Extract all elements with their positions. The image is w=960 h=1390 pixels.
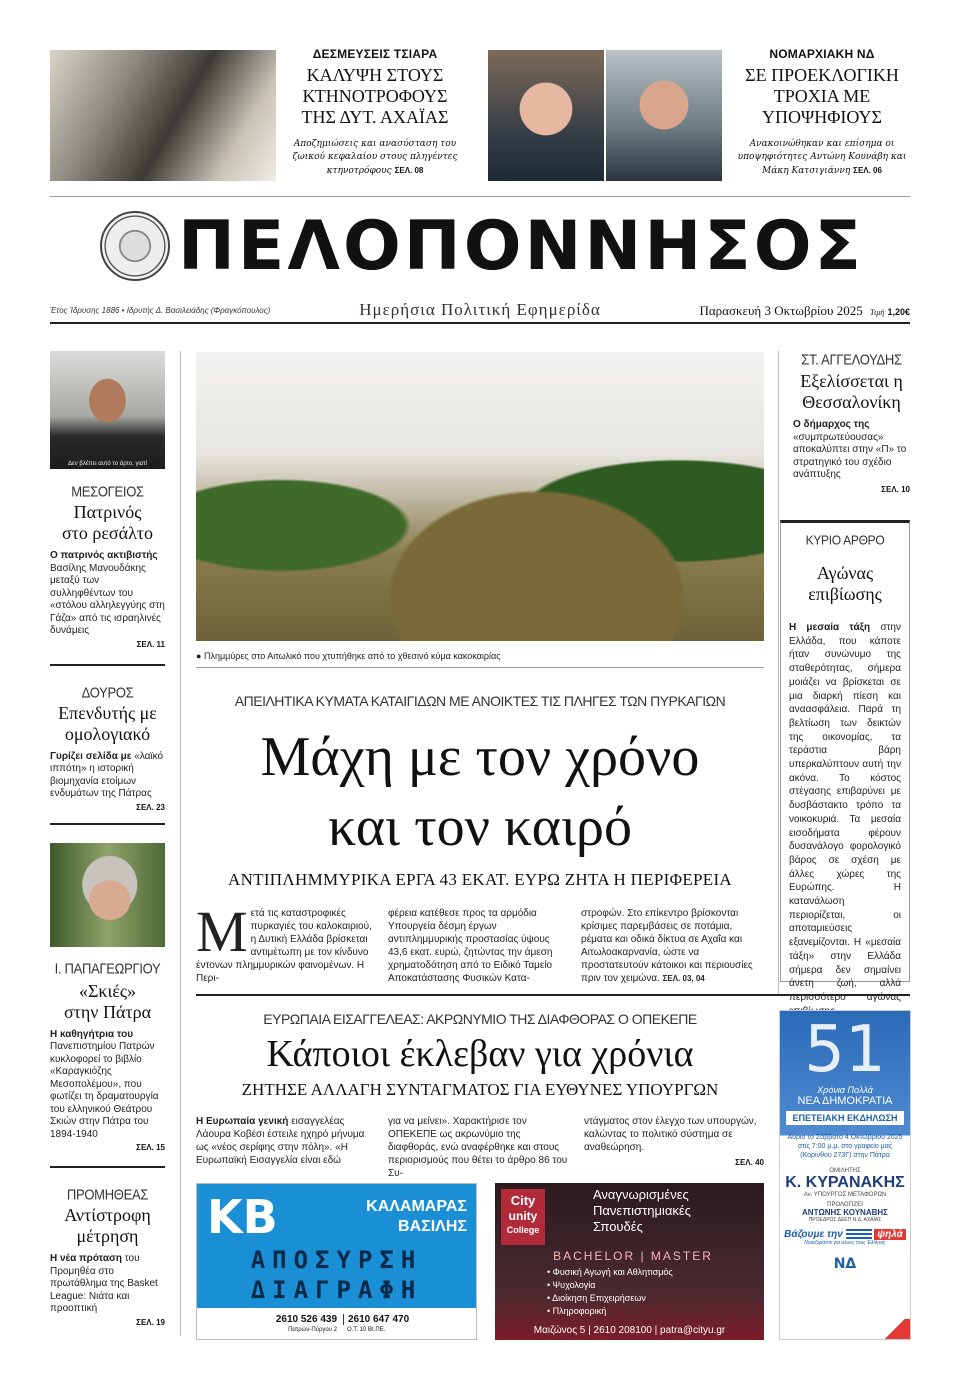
kicker: Ι. ΠΑΠΑΓΕΩΡΓΙΟΥ: [54, 959, 161, 977]
price-label: Τιμή: [870, 308, 885, 317]
left-column: [50, 351, 165, 1327]
role: ΠΡΟΕΔΡΟΣ ΔΕΕΠ Ν.Δ. ΑΧΑΪΑΣ: [808, 1217, 882, 1223]
body-col: στροφών. Στο επίκεντρο βρίσκονται κρίσιμες παρεμβάσεις σε ποτάμια, ρέματα και οδικά δίκτυα σε Αχαΐα και Αιτωλοακαρνανία, ώστε να προστατευτούν κάτοικοι και περιουσίες πριν τον χειμώνα.: [581, 908, 753, 984]
title-line: στην Πάτρα: [63, 1001, 152, 1022]
body: στην Ελλάδα, που κάποτε ήταν συνώνυμο της σταθερότητας, σήμερα μοιάζει να βρίσκεται σε μια διαρκή πίεση και αναασφάλεια. Παρά τη βελτίωση των δεικτών της οικονομίας, τα τεράστια βάρη υπερκαλύπτουν αυτή την ακόνα. Το κόστος στέγασης επιβαρύνει με δυσβάστακτο τρόπο τα νοικοκυριά. Τα μεσαία εισοδήματα φέρουν δυσανάλογο φορολογικό βάρος σε σχέση με άλλες χώρες της Ευρώπης. Η κατανάλωση περιορίζεται, οι αποταμιεύσεις εξανεμίζονται. Η «μεσαία τάξη» στην Ελλάδα σήμερα δεν σημαίνει άνετη ζωή, αλλά περισσότερο αγώνας: [789, 622, 901, 1003]
body: «συμπρωτεύουσας» αποκαλύπτει στην «Π» το στρατηγικό του σχέδιο ανάπτυξης: [793, 431, 907, 480]
page-ref: ΣΕΛ. 06: [853, 166, 882, 175]
company-name: ΚΑΛΑΜΑΡΑΣ: [366, 1198, 467, 1215]
story-title[interactable]: [50, 981, 165, 1023]
title-line: ΚΤΗΝΟΤΡΟΦΟΥΣ: [302, 86, 448, 106]
right-story[interactable]: [793, 352, 910, 494]
editorial-title: [789, 563, 901, 605]
lead: Η νέα πρόταση: [50, 1253, 122, 1264]
story-body: [793, 419, 910, 482]
body-col: φέρεια κατέθεσε προς τα αρμόδια Υπουργεία δέσμη έργων αντιπλημμυρικής προστασίας ύψους 43,6 εκατ. ευρώ, ζητώντας την άμεση χρηματοδότηση από το Ειδικό Ταμείο Αποκατάστασης Φυσικών Κατα-: [388, 908, 553, 984]
photo-caption: [196, 651, 764, 661]
title-line: Πατρινός: [73, 502, 142, 522]
teaser-body: Αποζημιώσεις και ανασύσταση του ζωικού κεφαλαίου στους πληγέντες κτηνοτρόφους: [292, 139, 458, 176]
nd-logo: ΝΔ: [833, 1256, 857, 1272]
page-ref: ΣΕΛ. 10: [881, 484, 910, 494]
kicker: ΣΤ. ΑΓΓΕΛΟΥΔΗΣ: [801, 351, 902, 368]
title-line: ΥΠΟΨΗΦΙΟΥΣ: [761, 107, 882, 127]
lead: Γυρίζει σελίδα με: [50, 750, 132, 762]
lead: Η καθηγήτρια του: [50, 1028, 134, 1040]
program-item: • Πληροφορική: [547, 1306, 607, 1316]
story-body: [50, 1029, 165, 1142]
title-line: Αντίστροφη: [64, 1205, 151, 1225]
slogan: Βάζουμε την: [784, 1229, 843, 1240]
page-ref: ΣΕΛ. 11: [136, 639, 165, 649]
title-line: «Σκιές»: [78, 980, 137, 1001]
second-subhead: ΖΗΤΗΣΕ ΑΛΛΑΓΗ ΣΥΝΤΑΓΜΑΤΟΣ ΓΙΑ ΕΥΘΥΝΕΣ ΥΠΟΥΡΓΩΝ: [241, 1080, 719, 1099]
anniversary-number: 51: [804, 1013, 886, 1087]
phone: 2610 647 470: [343, 1314, 443, 1325]
body-col: ντάγματος στον έλεγχο των υπουργών, καλώντας το πολιτικό σύστημα σε αναθεώρηση.: [584, 1116, 757, 1153]
kicker: ΝΟΜΑΡΧΙΑΚΗ ΝΔ: [769, 47, 875, 61]
second-kicker: ΕΥΡΩΠΑΙΑ ΕΙΣΑΓΓΕΛΕΑΣ: ΑΚΡΩΝΥΜΙΟ ΤΗΣ ΔΙΑΦΘΟΡΑΣ Ο ΟΠΕΚΕΠΕ: [263, 1011, 697, 1027]
body: «λαϊκό ιππότη» η ιστορική βιομηχανία ετοίμων ενδυμάτων της Πάτρας: [50, 750, 164, 799]
main-kicker: ΑΠΕΙΛΗΤΙΚΑ ΚΥΜΑΤΑ ΚΑΤΑΙΓΙΔΩΝ ΜΕ ΑΝΟΙΚΤΕΣ ΤΙΣ ΠΛΗΓΕΣ ΤΩΝ ΠΥΡΚΑΓΙΩΝ: [234, 693, 726, 709]
page-ref: ΣΕΛ. 08: [394, 166, 424, 175]
contact-line: Μαιζώνος 5 | 2610 208100 | patra@cityu.gr: [533, 1325, 726, 1336]
title-line: Επενδυτής με: [58, 702, 157, 723]
kicker: ΔΕΣΜΕΥΣΕΙΣ ΤΣΙΑΡΑ: [312, 47, 438, 61]
story-title[interactable]: [50, 502, 165, 544]
slogan: ψηλά: [874, 1229, 905, 1240]
kicker: ΠΡΟΜΗΘΕΑΣ: [66, 1186, 149, 1203]
masthead-title: ΠΕΛΟΠΟΝΝΗΣΟΣ: [178, 207, 864, 286]
headline-line: και τον καιρό: [327, 796, 633, 858]
title-line: ΤΡΟΧΙΑ ΜΕ: [773, 86, 871, 106]
line: Χρόνια Πολλά: [817, 1085, 873, 1095]
body-col: ετά τις καταστροφικές πυρκαγιές του καλοκαιριού, η Δυτική Ελλάδα βρίσκεται αντιμέτωπη με τον κίνδυνο έντονων πλημμυρικών φαινομένων. Η Περι-: [196, 908, 372, 984]
candidate-photo-1: [488, 50, 604, 181]
lead: Ο πατρινός ακτιβιστής: [50, 550, 158, 561]
masthead-emblem-icon: [100, 211, 170, 281]
title-line: στο ρεσάλτο: [61, 523, 154, 543]
body-col: για να μείνει». Χαρακτήρισε τον ΟΠΕΚΕΠΕ ως ακρωνύμιο της διαφθοράς, ενώ αναφέρθηκε και στους περιορισμούς που θέτει το άρθρο 86 του Συ-: [388, 1116, 568, 1179]
story-title: [793, 371, 910, 413]
body: Βασίλης Μανουδάκης μεταξύ των συλληφθέντων του «στόλου αλληλεγγύης στη Γάζα» από τις ισραηλινές δυνάμεις: [50, 562, 165, 636]
story-title[interactable]: [50, 1205, 165, 1247]
column-rule: [778, 351, 779, 996]
program-item: • Φυσική Αγωγή και Αθλητισμός: [547, 1267, 673, 1277]
kalamaras-ad[interactable]: [196, 1183, 477, 1340]
title-line: Πανεπιστημιακές: [593, 1203, 691, 1218]
story-title[interactable]: [50, 703, 165, 745]
lead: Η μεσαία τάξη: [789, 622, 871, 633]
story-body: [50, 751, 165, 801]
program-name: Διοίκηση Επιχειρήσεων: [552, 1293, 646, 1303]
price: 1,20€: [887, 307, 910, 317]
flood-photo: [196, 352, 764, 641]
founded-info: Έτος Ίδρυσης 1886 • Ιδρυτής Δ. Βασιλειάδης (Φραγκόπουλος): [50, 306, 271, 315]
top-right-teaser[interactable]: [732, 47, 912, 178]
second-headline[interactable]: Κάποιοι έκλεβαν για χρόνια: [266, 1033, 694, 1075]
title-line: ΣΕ ΠΡΟΕΚΛΟΓΙΚΗ: [745, 65, 899, 85]
host: ΑΝΤΩΝΗΣ ΚΟΥΝΑΒΗΣ: [802, 1208, 888, 1217]
slogan-sub: Νοιαζόμαστε για όλους τους Έλληνες: [804, 1240, 886, 1246]
headline-line: Μάχη με τον χρόνο: [260, 726, 700, 788]
body: Πανεπιστημίου Πατρών κυκλοφορεί το βιβλίο «Καραγκιόζης Μεσοπολέμου», που φωτίζει τη δραματουργία του ελληνικού Θεάτρου Σκιών στην Πάτρα του 1894-1940: [50, 1041, 159, 1140]
page-ref: ΣΕΛ. 23: [136, 802, 165, 812]
line: ΝΕΑ ΔΗΜΟΚΡΑΤΙΑ: [797, 1095, 893, 1107]
top-left-teaser[interactable]: [286, 47, 464, 178]
page-ref: ΣΕΛ. 19: [136, 1317, 165, 1327]
kicker: ΜΕΣΟΓΕΙΟΣ: [71, 483, 144, 500]
greek-flag-icon: [846, 1229, 872, 1239]
title-line: ΤΗΣ ΔΥΤ. ΑΧΑΪΑΣ: [301, 107, 449, 127]
divider: [50, 823, 165, 825]
address: Πατρών-Πύργου 2: [288, 1327, 337, 1333]
body: του Προμηθέα στο πρωτάθλημα της Basket League: Νιάτα και προοπτική: [50, 1253, 158, 1314]
kalamaras-logo-icon: KB: [207, 1190, 278, 1244]
program-name: Φυσική Αγωγή και Αθλητισμός: [552, 1267, 673, 1277]
editorial-body: [789, 621, 901, 1018]
city-unity-ad[interactable]: [495, 1183, 764, 1340]
program-item: • Διοίκηση Επιχειρήσεων: [547, 1293, 646, 1303]
lead: Ο δήμαρχος της: [793, 419, 870, 430]
title-line: επιβίωσης: [808, 584, 882, 604]
kicker: ΚΥΡΙΟ ΑΡΘΡΟ: [805, 532, 885, 548]
speaker: Κ. ΚΥΡΑΝΑΚΗΣ: [785, 1174, 905, 1191]
column-rule: [180, 351, 181, 1336]
degrees: BACHELOR | MASTER: [553, 1249, 713, 1263]
caption-text: Πλημμύρες στο Αιτωλικό που χτυπήθηκε από το χθεσινό κύμα κακοκαιρίας: [203, 651, 501, 661]
professor-photo: [50, 843, 165, 947]
activist-photo: [50, 351, 165, 469]
when: (Κορίνθου 273Γ) στην Πάτρα: [800, 1152, 890, 1159]
city-unity-logo: [501, 1189, 545, 1245]
logo-text: College: [506, 1225, 540, 1235]
teaser-body: Ανακοινώθηκαν και επίσημα οι υποψηφιότητες Αντώνη Κουνάβη και Μάκη Κατσιγιάννη: [737, 139, 907, 176]
label: ΟΜΙΛΗΤΗΣ: [829, 1168, 861, 1174]
title-line: ομολογιακό: [64, 723, 151, 744]
address: Ο.Τ. 10 ΒΙ.ΠΕ.: [347, 1327, 386, 1333]
logo-text: City: [510, 1193, 536, 1208]
divider: [50, 196, 910, 197]
event-banner: ΕΠΕΤΕΙΑΚΗ ΕΚΔΗΛΩΣΗ: [786, 1111, 904, 1125]
masthead-rule: [50, 322, 910, 324]
divider: [50, 1166, 165, 1168]
main-subhead: ΑΝΤΙΠΛΗΜΜΥΡΙΚΑ ΕΡΓΑ 43 ΕΚΑΤ. ΕΥΡΩ ΖΗΤΑ Η ΠΕΡΙΦΕΡΕΙΑ: [228, 870, 732, 889]
when: στις 7:00 μ.μ. στο γραφείο μας: [797, 1143, 893, 1150]
issue-date: [640, 303, 910, 319]
title-line: Εξελίσσεται η: [800, 371, 903, 391]
story-body: [50, 1253, 165, 1316]
date: Παρασκευή 3 Οκτωβρίου 2025: [699, 303, 863, 318]
label: ΠΡΟΛΟΓΙΖΕΙ: [827, 1202, 863, 1208]
candidate-photo-2: [606, 50, 722, 181]
masthead-subtitle: Ημερήσια Πολιτική Εφημερίδα: [359, 300, 601, 319]
title-line: Θεσσαλονίκη: [802, 392, 901, 412]
company-name: ΒΑΣΙΛΗΣ: [398, 1218, 467, 1235]
title-line: Αγώνας: [816, 563, 874, 583]
story-body: [50, 550, 165, 638]
role: Αν. ΥΠΟΥΡΓΟΣ ΜΕΤΑΦΟΡΩΝ: [803, 1192, 887, 1198]
photo-caption: Δεν βλέπει αυτό το άρτο, γιατί: [68, 461, 147, 467]
page-ref: ΣΕΛ. 15: [136, 1143, 165, 1152]
program-name: Πληροφορική: [552, 1306, 607, 1316]
body-col: εισαγγελέας Λάουρα Κοβέσι έστειλε ηχηρό μήνυμα ως «νέος σερίφης στην πόλη». «Η Ευρωπαϊκή Εισαγγελία είναι εδώ: [196, 1116, 365, 1166]
program-name: Ψυχολογία: [552, 1280, 596, 1290]
main-body: [196, 899, 764, 984]
program-item: • Ψυχολογία: [547, 1280, 596, 1290]
main-headline[interactable]: [190, 722, 770, 862]
logo-text: unity: [508, 1209, 538, 1223]
kicker: ΔΟΥΡΟΣ: [81, 683, 134, 701]
lead: Η Ευρωπαία γενική: [196, 1116, 289, 1127]
when: Αύριο το Σάββατο 4 Οκτωβρίου 2025: [787, 1134, 903, 1141]
drop-cap: Μ: [196, 899, 248, 964]
title-line: ΚΑΛΥΨΗ ΣΤΟΥΣ: [306, 65, 444, 85]
divider: [196, 667, 764, 668]
nd-anniversary-ad[interactable]: [779, 1010, 911, 1340]
phone: 2610 526 439: [275, 1314, 337, 1325]
divider: [50, 664, 165, 666]
service: ΔΙΑΓΡΑΦΗ: [250, 1276, 423, 1304]
editorial-box[interactable]: [780, 520, 910, 1003]
title-line: Αναγνωρισμένες: [593, 1187, 689, 1202]
title-line: μέτρηση: [76, 1226, 139, 1246]
corner-accent: [880, 1319, 910, 1339]
camera-icon: ●: [196, 651, 202, 661]
page-ref: ΣΕΛ. 03, 04: [662, 974, 705, 983]
service: ΑΠΟΣΥΡΣΗ: [250, 1246, 423, 1274]
page-ref: ΣΕΛ. 40: [735, 1158, 764, 1167]
title-line: Σπουδές: [593, 1219, 643, 1234]
tsiaras-photo: [50, 50, 276, 181]
